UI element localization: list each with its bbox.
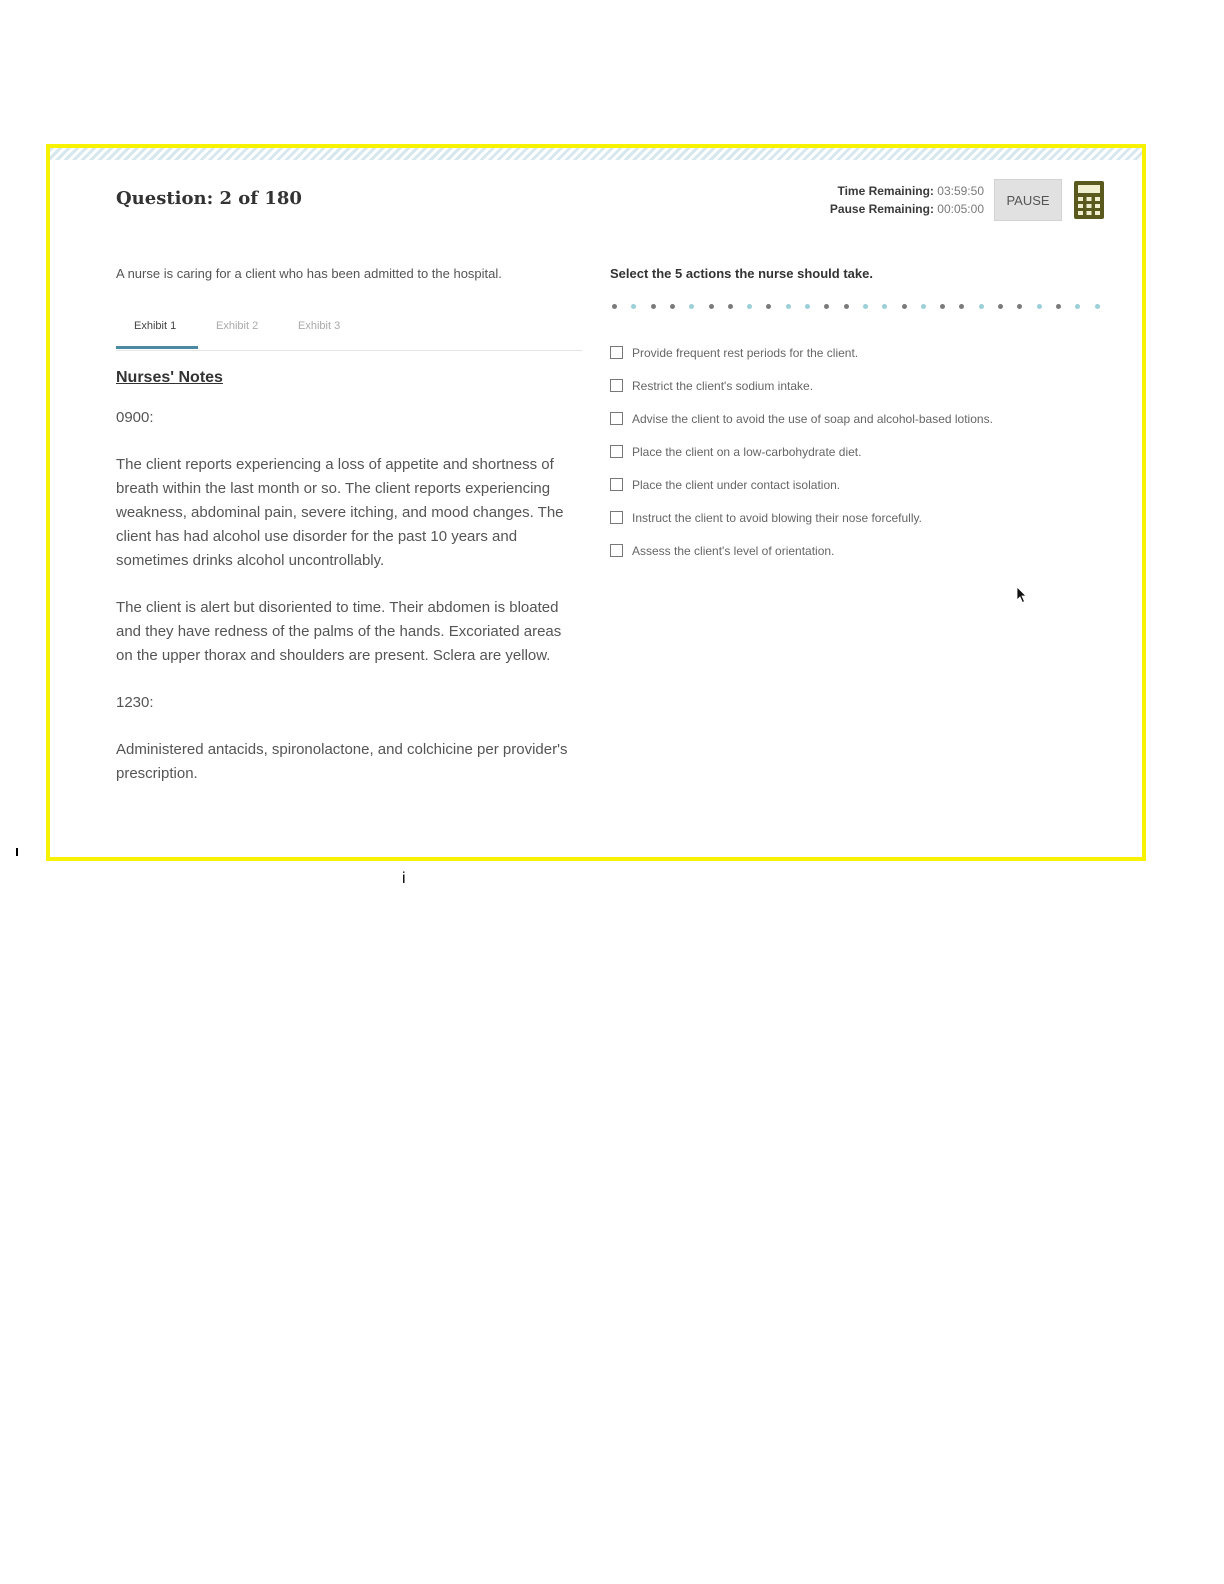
divider-dot — [1017, 304, 1022, 309]
timers — [830, 182, 984, 218]
divider-dot — [824, 304, 829, 309]
checkbox[interactable] — [610, 511, 623, 524]
question-stem: A nurse is caring for a client who has been admitted to the hospital. — [116, 266, 502, 281]
divider-dot — [766, 304, 771, 309]
divider-dot — [786, 304, 791, 309]
active-tab-indicator — [116, 346, 198, 349]
divider-dot — [651, 304, 656, 309]
answer-options — [610, 336, 993, 567]
nurses-notes — [116, 366, 582, 809]
divider-dot — [1056, 304, 1061, 309]
divider-dot — [863, 304, 868, 309]
exam-window — [46, 144, 1146, 861]
divider-dot — [670, 304, 675, 309]
divider-dot — [747, 304, 752, 309]
pause-button[interactable]: PAUSE — [994, 179, 1062, 221]
divider-dot — [612, 304, 617, 309]
divider-dot — [921, 304, 926, 309]
pause-remaining: Pause Remaining: 00:05:00 — [829, 202, 984, 216]
header-stripe — [50, 148, 1142, 160]
divider-dot — [959, 304, 964, 309]
option-item[interactable]: Advise the client to avoid the use of soap and alcohol-based lotions. — [610, 402, 993, 435]
divider-dot — [902, 304, 907, 309]
divider-dots — [612, 304, 1112, 312]
divider-dot — [689, 304, 694, 309]
checkbox[interactable] — [610, 379, 623, 392]
tab-exhibit-2[interactable]: Exhibit 2 — [216, 320, 259, 332]
option-item[interactable]: Restrict the client's sodium intake. — [610, 369, 993, 402]
tab-exhibit-1[interactable]: Exhibit 1 — [134, 320, 177, 332]
divider-dot — [882, 304, 887, 309]
option-item[interactable]: Place the client on a low-carbohydrate diet. — [610, 435, 993, 468]
divider-dot — [844, 304, 849, 309]
divider-dot — [631, 304, 636, 309]
mouse-cursor-icon — [1016, 586, 1028, 604]
checkbox[interactable] — [610, 478, 623, 491]
notes-paragraph: The client is alert but disoriented to time. Their abdomen is bloated and they have redness of the palms of the hands. Excoriated areas on the upper thorax and shoulders are present. Sclera are yellow. — [116, 599, 562, 664]
option-item[interactable]: Provide frequent rest periods for the client. — [610, 336, 993, 369]
time-remaining: Time Remaining: 03:59:50 — [837, 184, 984, 198]
option-item[interactable]: Place the client under contact isolation. — [610, 468, 993, 501]
tab-exhibit-3[interactable]: Exhibit 3 — [298, 320, 341, 332]
divider-dot — [1095, 304, 1100, 309]
notes-time-0900: 0900: — [116, 409, 154, 426]
divider-dot — [728, 304, 733, 309]
checkbox[interactable] — [610, 412, 623, 425]
calculator-icon[interactable] — [1073, 180, 1105, 220]
divider-dot — [998, 304, 1003, 309]
stray-mark — [16, 848, 18, 856]
option-item[interactable]: Assess the client's level of orientation. — [610, 534, 993, 567]
divider-dot — [979, 304, 984, 309]
notes-paragraph: The client reports experiencing a loss of appetite and shortness of breath within the last month or so. The client reports experiencing weakness, abdominal pain, severe itching, and mood changes. The client has had alcohol use disorder for the past 10 years and sometimes drinks alcohol uncontrollably. — [116, 456, 564, 569]
stray-glyph: i — [402, 870, 406, 887]
notes-paragraph: Administered antacids, spironolactone, and colchicine per provider's prescription. — [116, 741, 568, 782]
checkbox[interactable] — [610, 346, 623, 359]
notes-time-1230: 1230: — [116, 694, 154, 711]
divider-dot — [940, 304, 945, 309]
exhibit-tabs — [116, 308, 582, 351]
notes-title: Nurses' Notes — [116, 369, 223, 386]
question-counter: Question: 2 of 180 — [116, 188, 302, 209]
option-item[interactable]: Instruct the client to avoid blowing their nose forcefully. — [610, 501, 993, 534]
divider-dot — [709, 304, 714, 309]
divider-dot — [805, 304, 810, 309]
divider-dot — [1075, 304, 1080, 309]
instruction: Select the 5 actions the nurse should take. — [610, 266, 873, 281]
checkbox[interactable] — [610, 445, 623, 458]
divider-dot — [1037, 304, 1042, 309]
checkbox[interactable] — [610, 544, 623, 557]
